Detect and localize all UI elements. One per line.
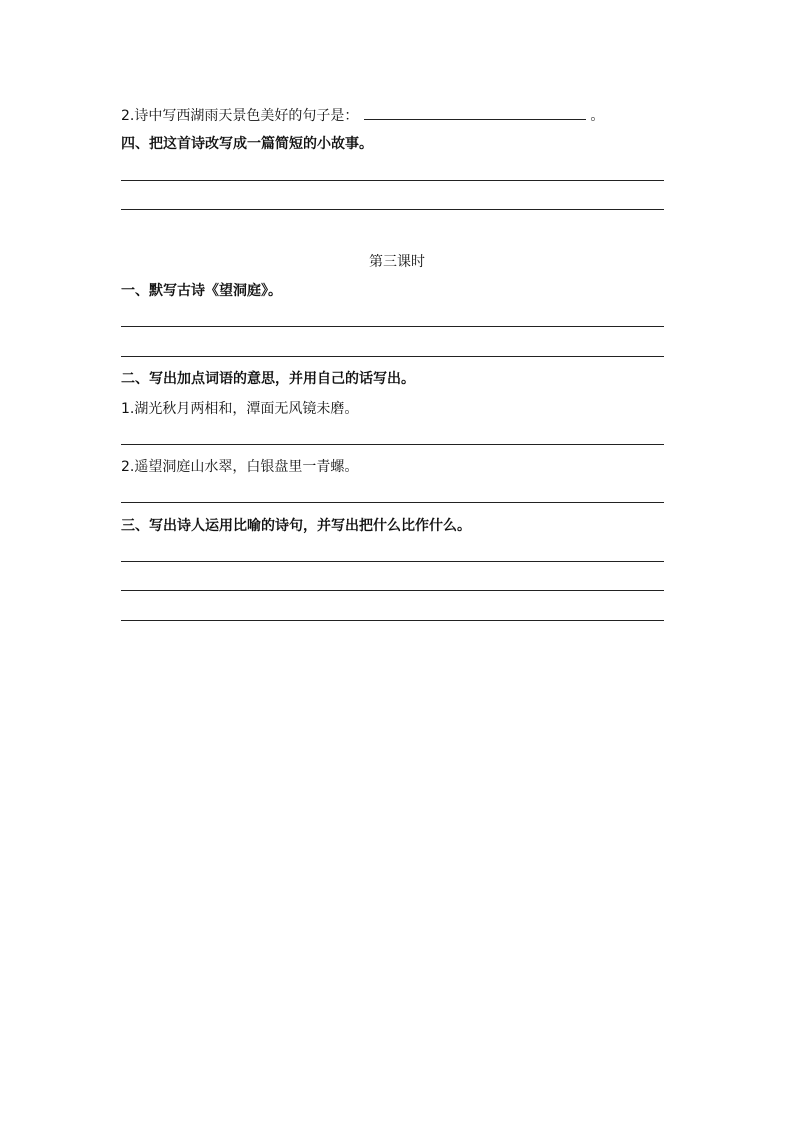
lesson3-question-1-heading: 一、默写古诗《望洞庭》。 — [121, 283, 282, 299]
question-2-prompt — [121, 105, 604, 125]
lesson3-question-3-heading: 三、写出诗人运用比喻的诗句，并写出把什么比作什么。 — [121, 518, 471, 534]
question-2-end-mark: 。 — [590, 108, 605, 124]
question-2-answer-blank[interactable] — [364, 105, 586, 120]
question-4-heading: 四、把这首诗改写成一篇简短的小故事。 — [121, 136, 373, 152]
answer-line[interactable] — [121, 502, 664, 503]
lesson-title: 第三课时 — [369, 254, 425, 270]
lesson3-question-2-heading: 二、写出加点词语的意思，并用自己的话写出。 — [121, 371, 415, 387]
answer-line[interactable] — [121, 326, 664, 327]
answer-line[interactable] — [121, 180, 664, 181]
answer-line[interactable] — [121, 590, 664, 591]
answer-line[interactable] — [121, 356, 664, 357]
lesson3-question-2-item-1: 1.湖光秋月两相和，潭面无风镜未磨。 — [121, 401, 359, 417]
lesson3-question-2-item-2: 2.遥望洞庭山水翠，白银盘里一青螺。 — [121, 459, 359, 475]
answer-line[interactable] — [121, 620, 664, 621]
answer-line[interactable] — [121, 561, 664, 562]
question-2-text: 2.诗中写西湖雨天景色美好的句子是： — [121, 108, 359, 124]
answer-line[interactable] — [121, 209, 664, 210]
answer-line[interactable] — [121, 444, 664, 445]
